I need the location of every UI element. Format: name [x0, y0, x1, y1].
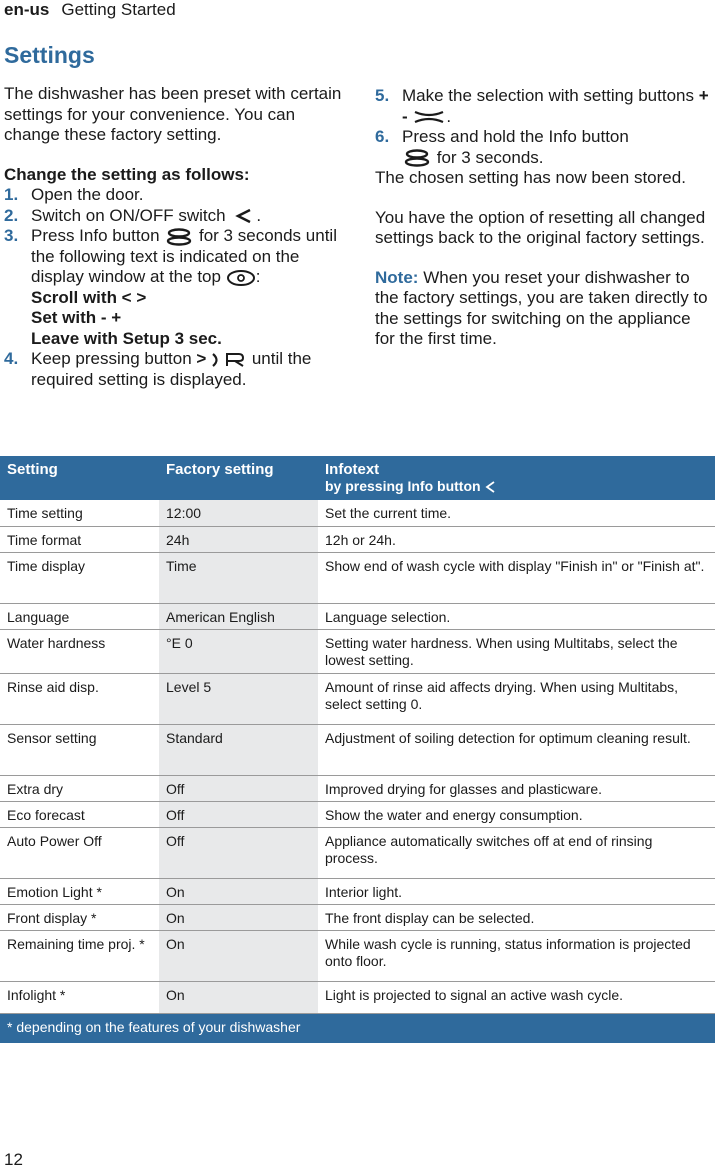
infotext-cell: Set the current time.	[318, 500, 715, 526]
step-5: 5. Make the selection with setting buttons + - .	[375, 86, 709, 126]
table-row	[0, 775, 715, 801]
header-factory: Factory setting	[159, 456, 318, 500]
setting-cell: Infolight *	[0, 981, 159, 1013]
stored-text: The chosen setting has now been stored.	[375, 168, 686, 187]
infotext-cell: Setting water hardness. When using Multitabs, select the lowest setting.	[318, 629, 715, 673]
setting-cell: Eco forecast	[0, 801, 159, 827]
right-column	[375, 86, 711, 350]
factory-cell: American English	[159, 603, 318, 629]
table-row	[0, 526, 715, 552]
table-footnote-row	[0, 1013, 715, 1043]
setting-cell: Time setting	[0, 500, 159, 526]
factory-cell: Off	[159, 827, 318, 878]
note	[375, 268, 711, 350]
setting-cell: Remaining time proj. *	[0, 930, 159, 981]
table-row	[0, 629, 715, 673]
setting-cell: Time display	[0, 552, 159, 603]
header-infotext: Infotext by pressing Info button	[318, 456, 715, 500]
step-6: 6. Press and hold the Info button for 3 seconds.	[375, 127, 629, 167]
set-instruction: Set with - +	[31, 308, 122, 327]
setting-buttons-label: + -	[402, 86, 709, 126]
setting-buttons-icon	[412, 109, 446, 125]
page-header	[4, 0, 176, 20]
table-row	[0, 603, 715, 629]
infotext-cell: Adjustment of soiling detection for optimum cleaning result.	[318, 724, 715, 775]
setting-cell: Time format	[0, 526, 159, 552]
info-button-icon	[484, 480, 496, 494]
infotext-cell: Improved drying for glasses and plasticware.	[318, 775, 715, 801]
factory-cell: Standard	[159, 724, 318, 775]
step-2: 2. Switch on ON/OFF switch .	[4, 205, 262, 225]
change-heading: Change the setting as follows:	[4, 164, 250, 184]
factory-cell: Off	[159, 801, 318, 827]
setting-cell: Auto Power Off	[0, 827, 159, 878]
table-row	[0, 552, 715, 603]
setting-cell: Emotion Light *	[0, 878, 159, 904]
table-row	[0, 500, 715, 526]
factory-cell: °E 0	[159, 629, 318, 673]
display-window-icon	[226, 269, 256, 287]
reset-text: You have the option of resetting all changed settings back to the original factory settings.	[375, 207, 706, 247]
table-row	[0, 724, 715, 775]
table-header-row	[0, 456, 715, 500]
factory-cell: Level 5	[159, 673, 318, 724]
table-row	[0, 904, 715, 930]
page-title: Settings	[4, 42, 95, 68]
infotext-cell: Light is projected to signal an active wash cycle.	[318, 981, 715, 1013]
infotext-cell: Show end of wash cycle with display "Finish in" or "Finish at".	[318, 552, 715, 603]
note-label: Note:	[375, 267, 419, 287]
setting-cell: Water hardness	[0, 629, 159, 673]
section-title: Getting Started	[61, 0, 176, 19]
settings-table	[0, 456, 715, 1043]
infotext-cell: Language selection.	[318, 603, 715, 629]
setting-cell: Extra dry	[0, 775, 159, 801]
factory-cell: 24h	[159, 526, 318, 552]
next-arrow-icon	[211, 352, 247, 368]
table-row	[0, 827, 715, 878]
factory-cell: On	[159, 930, 318, 981]
leave-instruction: Leave with Setup 3 sec.	[31, 328, 222, 348]
factory-cell: Time	[159, 552, 318, 603]
scroll-instruction: Scroll with < >	[31, 287, 147, 307]
header-setting: Setting	[0, 456, 159, 500]
setting-cell: Language	[0, 603, 159, 629]
left-column	[4, 84, 344, 390]
infotext-cell: Appliance automatically switches off at end of rinsing process.	[318, 827, 715, 878]
setting-cell: Rinse aid disp.	[0, 673, 159, 724]
infotext-cell: The front display can be selected.	[318, 904, 715, 930]
table-row	[0, 878, 715, 904]
language-code: en-us	[4, 0, 50, 19]
info-button-icon	[164, 228, 194, 246]
infotext-cell: 12h or 24h.	[318, 526, 715, 552]
factory-cell: Off	[159, 775, 318, 801]
table-row	[0, 673, 715, 724]
step-4: 4. Keep pressing button > until the required setting is displayed.	[4, 349, 312, 389]
table-row	[0, 930, 715, 981]
step-3: 3. Press Info button for 3 seconds until the following text is indicated on the display window at the top : Scroll with < > Set with - + Leave with Setup 3 sec.	[4, 226, 344, 349]
setting-cell: Sensor setting	[0, 724, 159, 775]
factory-cell: On	[159, 981, 318, 1013]
factory-cell: On	[159, 878, 318, 904]
table-row	[0, 981, 715, 1013]
power-switch-icon	[230, 208, 256, 224]
next-button-label: >	[196, 349, 207, 368]
table-row	[0, 801, 715, 827]
intro-text: The dishwasher has been preset with certain settings for your convenience. You can change these factory setting.	[4, 84, 342, 144]
infotext-cell: Amount of rinse aid affects drying. When using Multitabs, select setting 0.	[318, 673, 715, 724]
step-1: 1. Open the door.	[4, 185, 144, 204]
note-text: When you reset your dishwasher to the factory settings, you are taken directly to the settings for switching on the appliance for the first time.	[375, 267, 708, 348]
page-number: 12	[4, 1150, 23, 1169]
factory-cell: 12:00	[159, 500, 318, 526]
setting-cell: Front display *	[0, 904, 159, 930]
table-footnote: * depending on the features of your dishwasher	[0, 1013, 715, 1043]
infotext-cell: Show the water and energy consumption.	[318, 801, 715, 827]
infotext-cell: Interior light.	[318, 878, 715, 904]
info-button-icon	[402, 149, 432, 167]
factory-cell: On	[159, 904, 318, 930]
infotext-cell: While wash cycle is running, status information is projected onto floor.	[318, 930, 715, 981]
